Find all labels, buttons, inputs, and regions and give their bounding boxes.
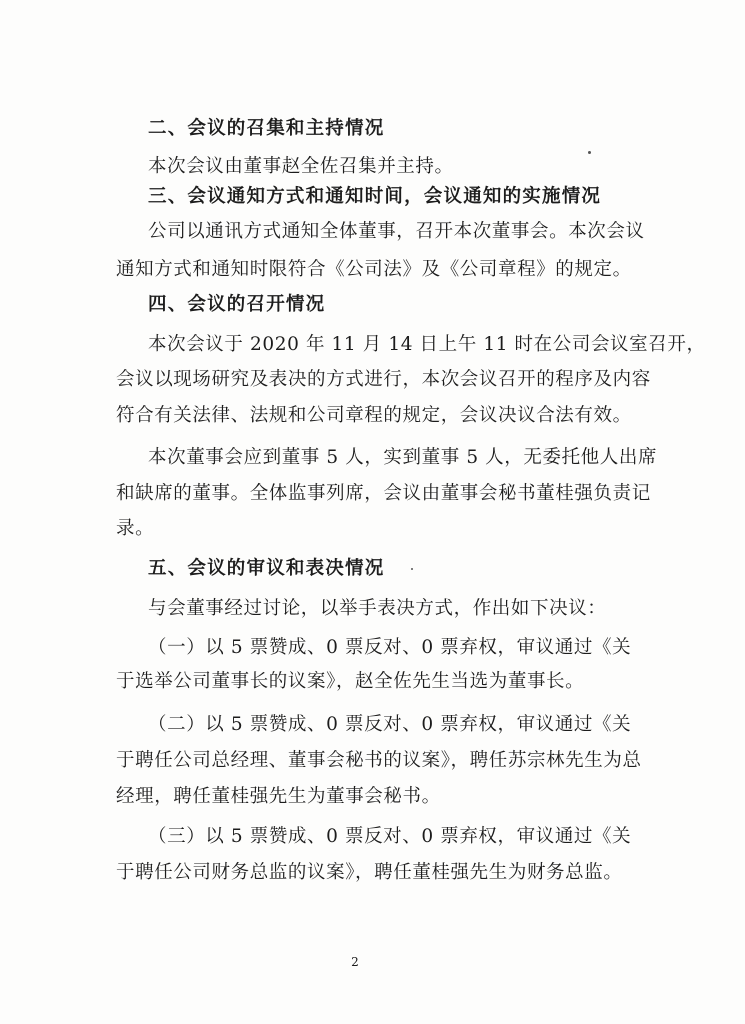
page-number: 2	[351, 955, 359, 969]
section-heading-voting: 五、会议的审议和表决情况	[148, 558, 385, 579]
scan-speck	[588, 151, 591, 154]
paragraph-line: 录。	[116, 518, 155, 539]
scan-speck	[411, 568, 413, 570]
section-heading-notice: 三、会议通知方式和通知时间，会议通知的实施情况	[148, 186, 602, 207]
paragraph-line: 和缺席的董事。全体监事列席，会议由董事会秘书董桂强负责记	[116, 483, 651, 504]
paragraph-line: 通知方式和通知时限符合《公司法》及《公司章程》的规定。	[116, 259, 632, 280]
resolution-line: 于聘任公司财务总监的议案》，聘任董桂强先生为财务总监。	[116, 862, 623, 883]
section-heading-convening: 二、会议的召集和主持情况	[148, 118, 385, 139]
paragraph-line: 符合有关法律、法规和公司章程的规定，会议决议合法有效。	[116, 405, 632, 426]
paragraph-line: 本次董事会应到董事 5 人，实到董事 5 人，无委托他人出席	[148, 447, 658, 468]
paragraph-line: 公司以通讯方式通知全体董事，召开本次董事会。本次会议	[148, 221, 645, 242]
resolution-line: 经理，聘任董桂强先生为董事会秘书。	[116, 786, 441, 807]
resolution-line: （三）以 5 票赞成、0 票反对、0 票弃权，审议通过《关	[148, 826, 632, 847]
resolution-line: （二）以 5 票赞成、0 票反对、0 票弃权，审议通过《关	[148, 714, 632, 735]
section-heading-meeting: 四、会议的召开情况	[148, 294, 326, 315]
paragraph-line: 本次会议由董事赵全佐召集并主持。	[148, 156, 454, 177]
paragraph-line: 本次会议于 2020 年 11 月 14 日上午 11 时在公司会议室召开，	[148, 334, 706, 355]
resolution-line: （一）以 5 票赞成、0 票反对、0 票弃权，审议通过《关	[148, 637, 632, 658]
paragraph-line: 会议以现场研究及表决的方式进行，本次会议召开的程序及内容	[116, 369, 651, 390]
resolution-line: 于聘任公司总经理、董事会秘书的议案》，聘任苏宗林先生为总	[116, 750, 642, 771]
resolution-line: 于选举公司董事长的议案》，赵全佐先生当选为董事长。	[116, 671, 585, 692]
paragraph-line: 与会董事经过讨论，以举手表决方式，作出如下决议：	[148, 598, 607, 619]
